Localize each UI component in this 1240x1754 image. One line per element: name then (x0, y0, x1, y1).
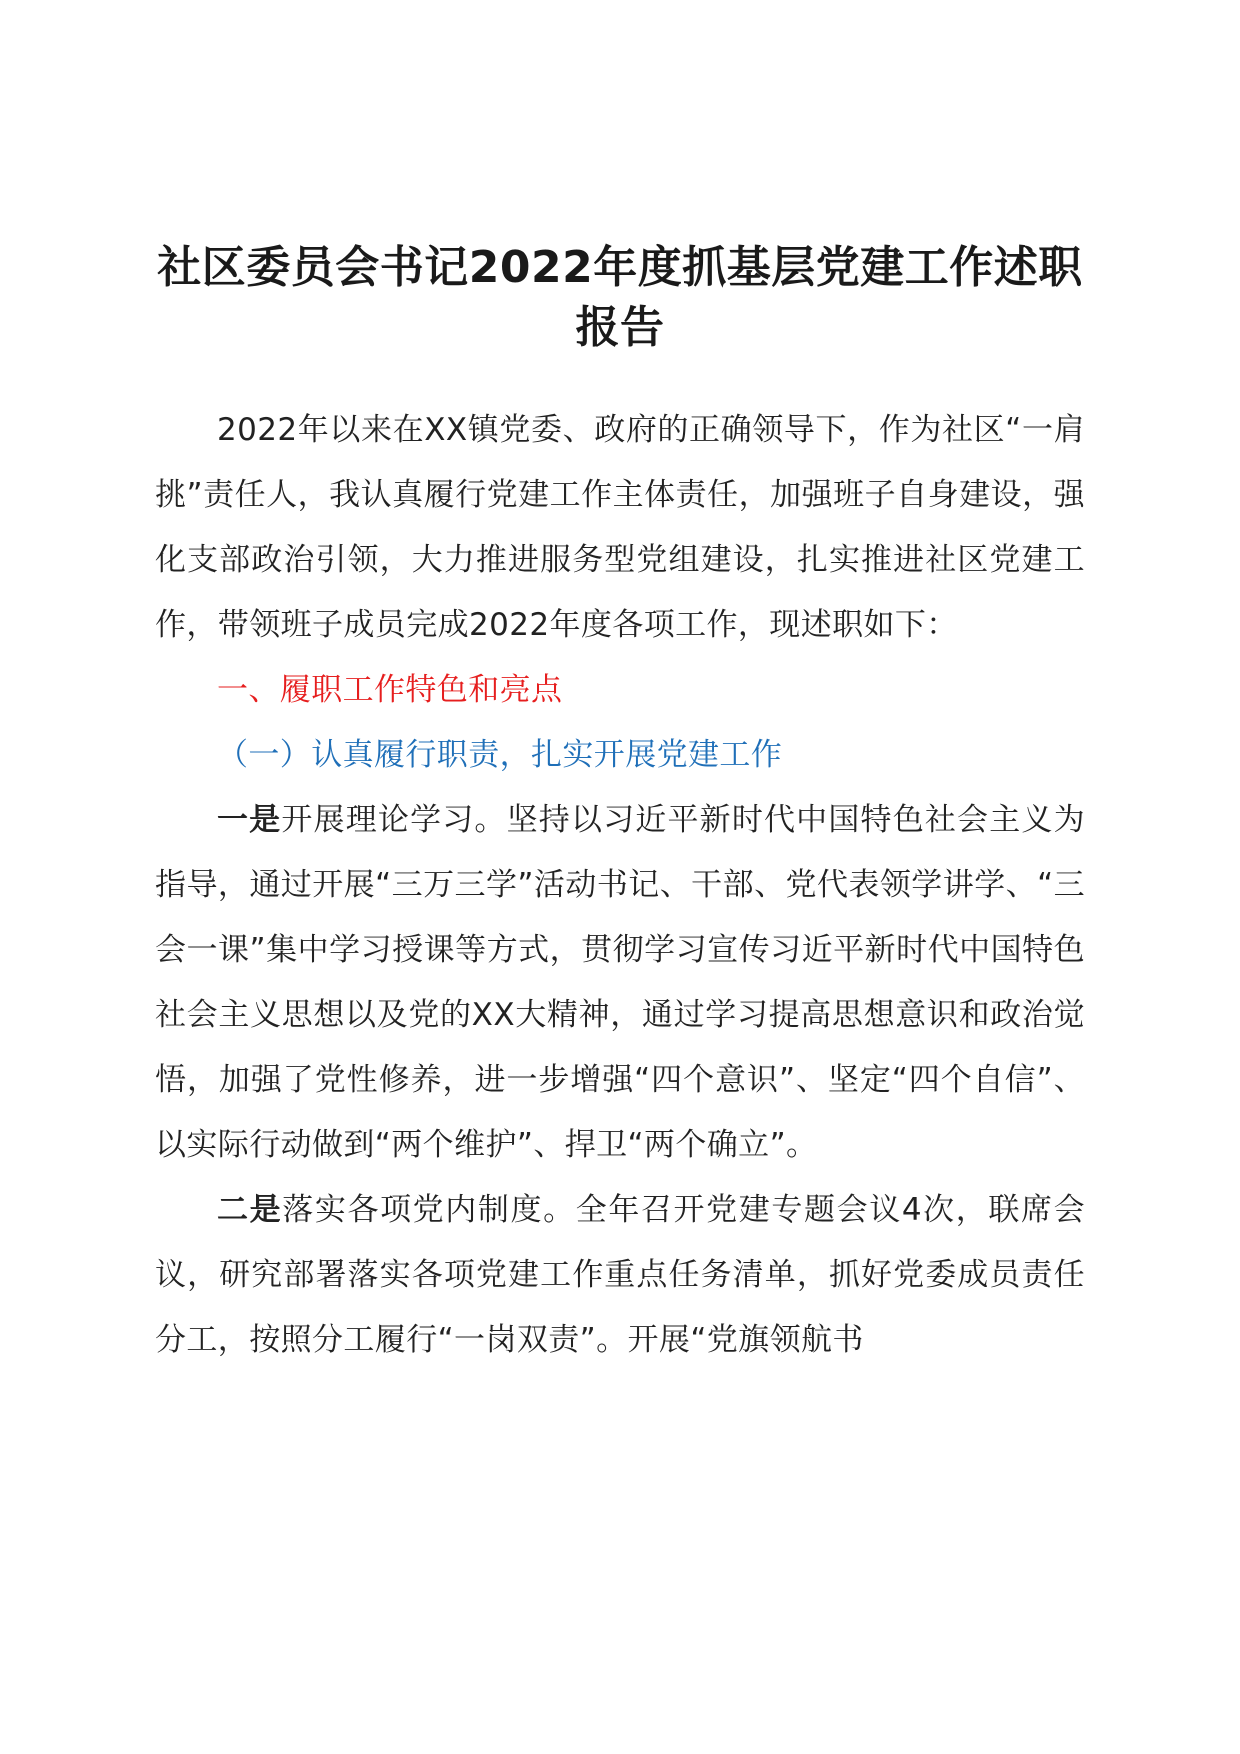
point-one-lead: 一是 (217, 802, 282, 838)
point-one-text: 开展理论学习。坚持以习近平新时代中国特色社会主义为指导，通过开展“三万三学”活动书记、干部、党代表领学讲学、“三会一课”集中学习授课等方式，贯彻学习宣传习近平新时代中国特色社会主义思想以及党的XX大精神，通过学习提高思想意识和政治觉悟，加强了党性修养，进一步增强“四个意识”、坚定“四个自信”、以实际行动做到“两个维护”、捍卫“两个确立”。 (155, 802, 1085, 1163)
document-title: 社区委员会书记2022年度抓基层党建工作述职报告 (157, 242, 1083, 353)
point-one-paragraph (155, 788, 1085, 1178)
point-two-paragraph (155, 1178, 1085, 1373)
section-heading: 一、履职工作特色和亮点 (217, 672, 563, 708)
intro-paragraph: 2022年以来在XX镇党委、政府的正确领导下，作为社区“一肩挑”责任人，我认真履行党建工作主体责任，加强班子自身建设，强化支部政治引领，大力推进服务型党组建设，扎实推进社区党建工作，带领班子成员完成2022年度各项工作，现述职如下： (155, 412, 1085, 643)
point-two-lead: 二是 (217, 1192, 283, 1228)
subsection-heading: （一）认真履行职责，扎实开展党建工作 (217, 737, 783, 773)
document-body (155, 398, 1085, 1373)
point-two-text: 落实各项党内制度。全年召开党建专题会议4次，联席会议，研究部署落实各项党建工作重点任务清单，抓好党委成员责任分工，按照分工履行“一岗双责”。开展“党旗领航书 (155, 1192, 1085, 1358)
